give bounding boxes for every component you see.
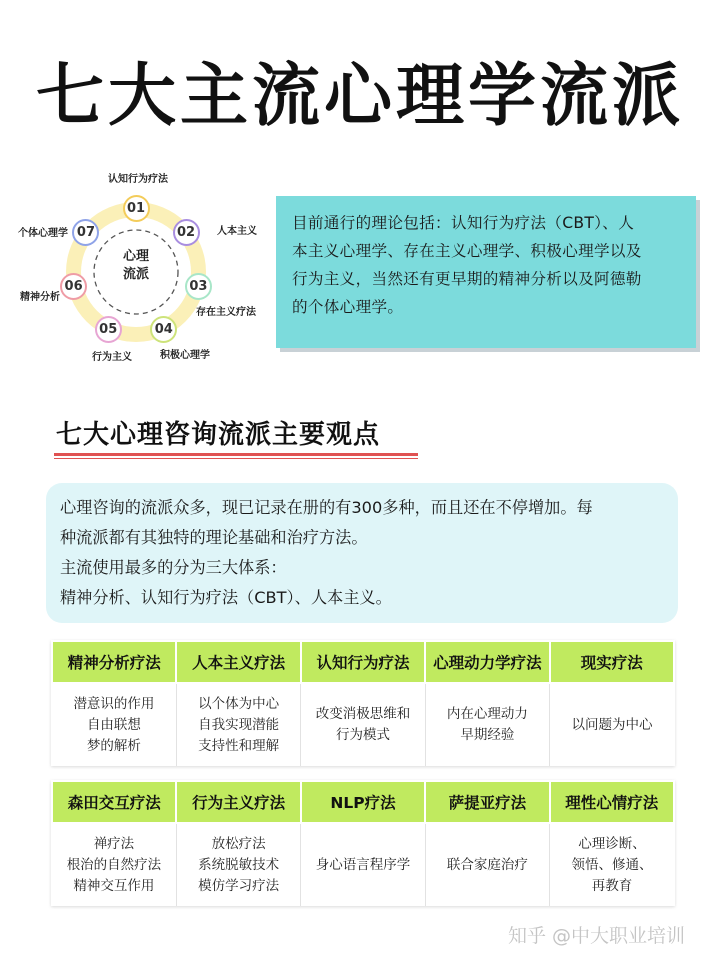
- table-cell: [301, 823, 425, 906]
- table-cell-line: 内在心理动力: [446, 706, 528, 722]
- intro-line: 本主义心理学、存在主义心理学、积极心理学以及: [292, 242, 642, 260]
- summary-box: [46, 483, 678, 623]
- table-cell-line: 再教育: [591, 877, 633, 894]
- table-header-cell: 森田交互疗法: [52, 781, 176, 823]
- table-cell-line: 根治的自然疗法: [66, 856, 162, 873]
- intro-line: 行为主义，当然还有更早期的精神分析以及阿德勒: [292, 270, 642, 288]
- watermark: 知乎 @中大职业培训: [508, 925, 686, 947]
- diagram-node-06: 06: [60, 273, 87, 300]
- table-cell-line: 以问题为中心: [571, 716, 653, 733]
- table-cell: [550, 683, 674, 766]
- diagram-center: [112, 248, 160, 284]
- schools-diagram: [0, 160, 270, 370]
- table-cell-line: 心理诊断、: [578, 835, 646, 852]
- table-header-cell: 认知行为疗法: [301, 641, 425, 683]
- table-cell-line: 身心语言程序学: [315, 856, 411, 873]
- table-header-cell: 现实疗法: [550, 641, 674, 683]
- table-cell: [176, 823, 300, 906]
- table-cell: [52, 823, 176, 906]
- table-header-cell: 人本主义疗法: [176, 641, 300, 683]
- table-header-row: [52, 641, 674, 683]
- table-header-row: [52, 781, 674, 823]
- summary-line: 种流派都有其独特的理论基础和治疗方法。: [60, 528, 368, 547]
- page-title: 七大主流心理学流派: [35, 57, 684, 136]
- table-cell-line: 禅疗法: [93, 835, 135, 852]
- table-cell: [176, 683, 300, 766]
- table-cell: [550, 823, 674, 906]
- intro-text: [292, 209, 682, 321]
- schools-table-2: [51, 780, 675, 906]
- table-cell-line: 系统脱敏技术: [198, 856, 280, 873]
- diagram-node-label: 认知行为疗法: [108, 174, 168, 185]
- diagram-node-label: 个体心理学: [18, 228, 68, 239]
- table-header-cell: 理性心情疗法: [550, 781, 674, 823]
- table-cell-line: 放松疗法: [211, 835, 266, 852]
- table-cell: [301, 683, 425, 766]
- summary-line: 心理咨询的流派众多，现已记录在册的有300多种，而且还在不停增加。每: [60, 498, 593, 517]
- table-cell-line: 支持性和理解: [198, 737, 280, 754]
- table-cell-line: 梦的解析: [86, 737, 141, 754]
- diagram-node-02: 02: [173, 219, 200, 246]
- table-header-cell: 精神分析疗法: [52, 641, 176, 683]
- table-header-cell: 萨提亚疗法: [425, 781, 549, 823]
- diagram-center-line: 心理: [122, 249, 149, 264]
- diagram-node-label: 精神分析: [20, 292, 60, 303]
- table-cell-line: 联合家庭治疗: [446, 856, 528, 873]
- table-cell-line: 潜意识的作用: [73, 695, 155, 712]
- table-cell: [425, 683, 549, 766]
- table-cell: [425, 823, 549, 906]
- table-cell-line: 早期经验: [460, 727, 515, 743]
- table-header-cell: NLP疗法: [301, 781, 425, 823]
- table-header-cell: 心理动力学疗法: [425, 641, 549, 683]
- diagram-node-01: 01: [123, 195, 150, 222]
- diagram-node-label: 人本主义: [217, 226, 257, 237]
- table-header-cell: 行为主义疗法: [176, 781, 300, 823]
- diagram-node-04: 04: [150, 316, 177, 343]
- diagram-node-07: 07: [72, 219, 99, 246]
- table-cell-line: 自由联想: [86, 716, 141, 733]
- diagram-node-05: 05: [95, 316, 122, 343]
- summary-line: 主流使用最多的分为三大体系：: [60, 558, 287, 577]
- intro-line: 的个体心理学。: [292, 298, 404, 316]
- table-cell-line: 自我实现潜能: [198, 716, 280, 733]
- table-cell-line: 改变消极思维和: [315, 706, 411, 722]
- section-underline-thin: [54, 458, 418, 459]
- section-underline: [54, 453, 418, 456]
- section-title: 七大心理咨询流派主要观点: [56, 420, 381, 450]
- summary-line: 精神分析、认知行为疗法（CBT）、人本主义。: [60, 588, 392, 607]
- table-row: [52, 683, 674, 766]
- diagram-node-label: 积极心理学: [160, 350, 210, 361]
- diagram-node-label: 存在主义疗法: [196, 307, 256, 318]
- table-cell-line: 行为模式: [335, 727, 390, 743]
- table-cell-line: 模仿学习疗法: [198, 877, 280, 894]
- table-cell-line: 以个体为中心: [198, 695, 280, 712]
- diagram-center-line: 流派: [122, 267, 149, 282]
- diagram-node-label: 行为主义: [92, 352, 132, 363]
- table-cell-line: 领悟、修通、: [571, 856, 653, 873]
- intro-line: 目前通行的理论包括：认知行为疗法（CBT）、人: [292, 214, 635, 232]
- table-row: [52, 823, 674, 906]
- intro-box: [276, 196, 696, 348]
- schools-table-1: [51, 640, 675, 766]
- table-cell: [52, 683, 176, 766]
- table-cell-line: 精神交互作用: [73, 877, 155, 894]
- diagram-node-03: 03: [185, 273, 212, 300]
